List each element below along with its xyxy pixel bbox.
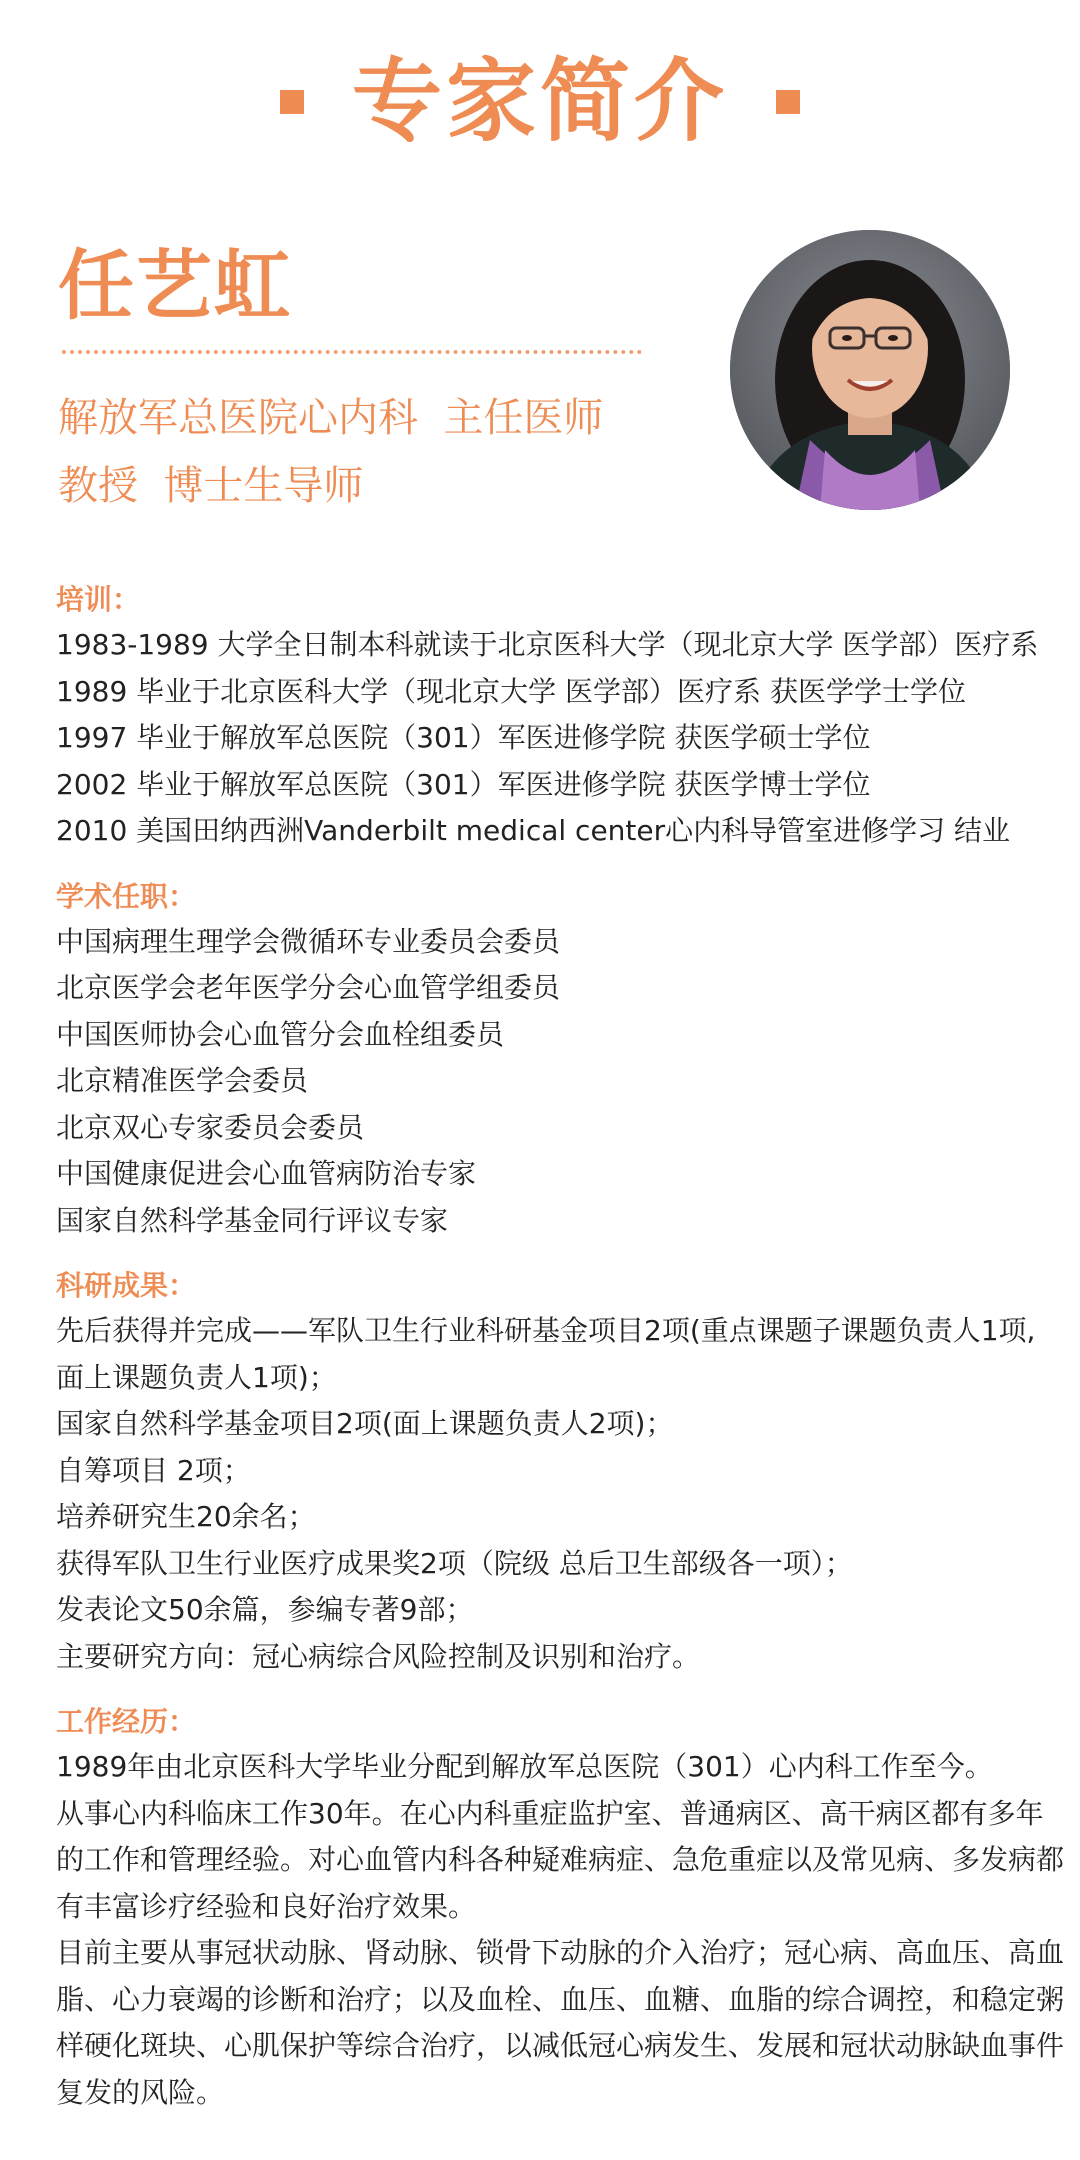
avatar xyxy=(730,230,1010,510)
section-title-work: 工作经历： xyxy=(56,1705,197,1738)
list-item: 1997 毕业于解放军总医院（301）军医进修学院 获医学硕士学位 xyxy=(56,721,871,754)
section-title-training: 培训： xyxy=(56,583,141,616)
list-item: 国家自然科学基金同行评议专家 xyxy=(56,1203,449,1237)
list-item: 先后获得并完成——军队卫生行业科研基金项目2项(重点课题子课题负责人1项, xyxy=(56,1314,1036,1347)
section-title-research: 科研成果： xyxy=(56,1269,197,1302)
expert-name: 任艺虹 xyxy=(58,241,292,330)
list-item: 北京精准医学会委员 xyxy=(56,1064,309,1097)
section-title-academic: 学术任职： xyxy=(56,879,197,913)
square-bullet-icon xyxy=(776,90,800,114)
list-item: 主要研究方向：冠心病综合风险控制及识别和治疗。 xyxy=(56,1639,701,1673)
list-item: 复发的风险。 xyxy=(56,2075,225,2109)
list-item: 2010 美国田纳西洲Vanderbilt medical center心内科导管室进修学习 结业 xyxy=(56,814,1011,847)
list-item: 面上课题负责人1项)； xyxy=(56,1360,337,1394)
list-item: 自筹项目 2项； xyxy=(56,1453,251,1487)
list-item: 北京双心专家委员会委员 xyxy=(56,1110,365,1144)
list-item: 中国医师协会心血管分会血栓组委员 xyxy=(56,1017,505,1051)
list-item: 培养研究生20余名； xyxy=(56,1500,316,1533)
list-item: 国家自然科学基金项目2项(面上课题负责人2项)； xyxy=(56,1407,674,1440)
list-item: 从事心内科临床工作30年。在心内科重症监护室、普通病区、高干病区都有多年 xyxy=(56,1796,1044,1830)
header xyxy=(0,42,1080,162)
list-item: 发表论文50余篇，参编专著9部； xyxy=(56,1593,474,1626)
list-item: 1989年由北京医科大学毕业分配到解放军总医院（301）心内科工作至今。 xyxy=(56,1750,993,1783)
page-title-group xyxy=(280,42,800,162)
portrait-image xyxy=(730,230,1010,510)
expert-position: 解放军总医院心内科 主任医师 xyxy=(58,395,604,441)
square-bullet-icon xyxy=(280,90,304,114)
list-item: 目前主要从事冠状动脉、肾动脉、锁骨下动脉的介入治疗；冠心病、高血压、高血 xyxy=(56,1936,1065,1969)
list-item: 中国病理生理学会微循环专业委员会委员 xyxy=(56,924,561,958)
page-title: 专家简介 xyxy=(352,49,728,154)
list-item: 的工作和管理经验。对心血管内科各种疑难病症、急危重症以及常见病、多发病都 xyxy=(56,1843,1065,1876)
list-item: 脂、心力衰竭的诊断和治疗；以及血栓、血压、血糖、血脂的综合调控，和稳定粥 xyxy=(56,1982,1065,2016)
list-item: 1983-1989 大学全日制本科就读于北京医科大学（现北京大学 医学部）医疗系 xyxy=(56,628,1039,661)
list-item: 北京医学会老年医学分会心血管学组委员 xyxy=(56,971,561,1004)
list-item: 1989 毕业于北京医科大学（现北京大学 医学部）医疗系 获医学学士学位 xyxy=(56,674,966,708)
list-item: 中国健康促进会心血管病防治专家 xyxy=(56,1157,477,1190)
list-item: 样硬化斑块、心肌保护等综合治疗，以减低冠心病发生、发展和冠状动脉缺血事件 xyxy=(56,2029,1065,2062)
expert-title: 教授 博士生导师 xyxy=(58,463,364,509)
list-item: 有丰富诊疗经验和良好治疗效果。 xyxy=(56,1889,477,1923)
content xyxy=(56,578,1065,2116)
list-item: 2002 毕业于解放军总医院（301）军医进修学院 获医学博士学位 xyxy=(56,767,871,801)
list-item: 获得军队卫生行业医疗成果奖2项（院级 总后卫生部级各一项）； xyxy=(56,1546,853,1580)
dotted-divider xyxy=(62,350,642,354)
